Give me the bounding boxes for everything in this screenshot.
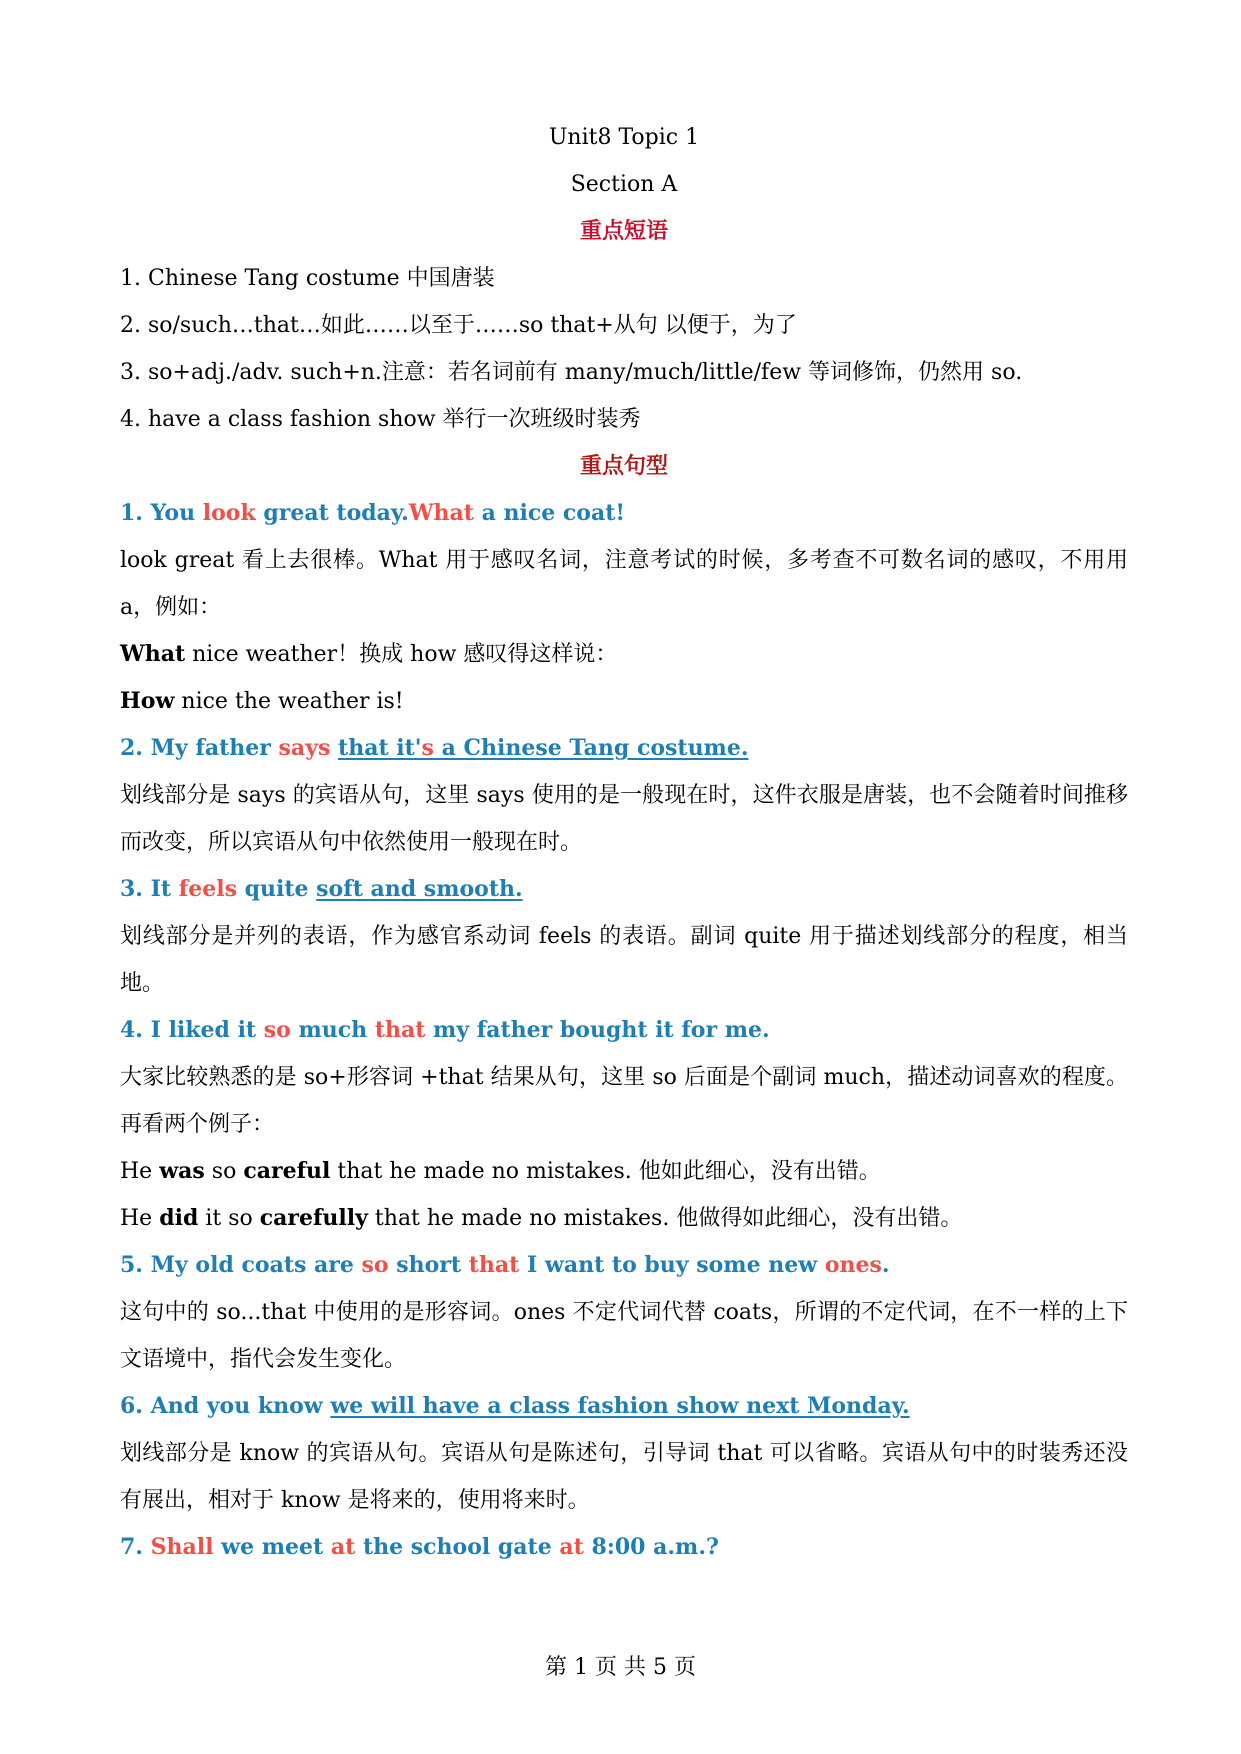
phrase-item: 4. have a class fashion show 举行一次班级时装秀 <box>120 407 641 432</box>
clause-text: that it' <box>338 735 422 761</box>
highlight-word: Shall <box>150 1534 214 1560</box>
patterns-heading: 重点句型 <box>579 453 668 479</box>
page-footer: 第 1 页 共 5 页 <box>545 1655 696 1680</box>
example-text: nice weather！换成 how 感叹得这样说： <box>185 642 618 667</box>
sentence-text: the school gate <box>355 1534 560 1560</box>
highlight-word: look <box>202 500 256 526</box>
explanation-6: 划线部分是 know 的宾语从句。宾语从句是陈述句，引导词 that 可以省略。宾语从句中的时装秀还没有展出，相对于 know 是将来的，使用将来时。 <box>120 1441 1128 1513</box>
highlight-word: at <box>330 1534 356 1560</box>
key-sentence-4 <box>120 1007 1128 1054</box>
key-sentence-6 <box>120 1383 1128 1430</box>
bold-word: carefully <box>259 1205 368 1231</box>
explanation-1: look great 看上去很棒。What 用于感叹名词，注意考试的时候，多考查不可数名词的感叹，不用用 a，例如： <box>120 548 1128 620</box>
document-page <box>120 114 1128 1571</box>
example-line <box>120 1195 1128 1242</box>
highlight-word: ones <box>824 1252 882 1278</box>
sentence-text: 5. My old coats are <box>120 1252 362 1278</box>
sentence-text: 1. You <box>120 500 203 526</box>
sentence-text: I want to buy some new <box>519 1252 825 1278</box>
highlight-word: What <box>408 500 474 526</box>
explanation-3: 划线部分是并列的表语，作为感官系动词 feels 的表语。副词 quite 用于描述划线部分的程度，相当地。 <box>120 924 1128 996</box>
example-text: that he made no mistakes. 他如此细心，没有出错。 <box>330 1159 881 1184</box>
explanation-2: 划线部分是 says 的宾语从句，这里 says 使用的是一般现在时，这件衣服是唐装，也不会随着时间推移而改变，所以宾语从句中依然使用一般现在时。 <box>120 783 1128 855</box>
unit-title: Unit8 Topic 1 <box>548 125 700 150</box>
key-sentence-7 <box>120 1524 1128 1571</box>
phrase-item: 1. Chinese Tang costume 中国唐装 <box>120 266 495 291</box>
example-text: He <box>120 1159 160 1184</box>
highlight-word: so <box>361 1252 389 1278</box>
highlight-word: s <box>421 735 434 761</box>
sentence-text: 4. I liked it <box>120 1017 264 1043</box>
key-sentence-1 <box>120 490 1128 537</box>
explanation-5: 这句中的 so...that 中使用的是形容词。ones 不定代词代替 coats，所谓的不定代词，在不一样的上下文语境中，指代会发生变化。 <box>120 1300 1128 1372</box>
highlight-word: that <box>468 1252 520 1278</box>
phrase-item: 2. so/such…that…如此……以至于……so that+从句 以便于，为了 <box>120 313 797 338</box>
sentence-text: 6. And you know <box>120 1393 331 1419</box>
bold-word: was <box>159 1158 205 1184</box>
sentence-text: much <box>290 1017 375 1043</box>
bold-word: did <box>159 1205 199 1231</box>
clause-text: a Chinese Tang costume. <box>433 735 749 761</box>
highlight-word: that <box>374 1017 426 1043</box>
example-text: so <box>204 1159 244 1184</box>
bold-word: How <box>120 688 175 714</box>
phrases-heading: 重点短语 <box>579 218 668 244</box>
example-text: nice the weather is! <box>174 689 404 714</box>
bold-word: careful <box>243 1158 331 1184</box>
bold-word: What <box>120 641 186 667</box>
sentence-text: quite <box>236 876 317 902</box>
example-text: that he made no mistakes. 他做得如此细心，没有出错。 <box>367 1206 963 1231</box>
section-title: Section A <box>570 172 678 197</box>
sentence-text: 7. <box>120 1534 151 1560</box>
key-sentence-5 <box>120 1242 1128 1289</box>
sentence-text: short <box>388 1252 469 1278</box>
example-line <box>120 678 1128 725</box>
highlight-word: so <box>263 1017 291 1043</box>
sentence-text: we meet <box>213 1534 331 1560</box>
highlight-word: feels <box>178 876 237 902</box>
sentence-text: great today. <box>255 500 409 526</box>
phrase-item: 3. so+adj./adv. such+n.注意：若名词前有 many/much/little/few 等词修饰，仍然用 so. <box>120 360 1023 385</box>
highlight-word: at <box>559 1534 584 1560</box>
example-line <box>120 631 1128 678</box>
sentence-text: my father bought it for me. <box>425 1017 770 1043</box>
key-sentence-3 <box>120 866 1128 913</box>
underlined-clause <box>338 735 748 761</box>
sentence-text: 8:00 a.m.? <box>583 1534 719 1560</box>
sentence-text: a nice coat! <box>473 500 626 526</box>
sentence-text: 2. My father <box>120 735 279 761</box>
highlight-word: says <box>278 735 331 761</box>
explanation-4: 大家比较熟悉的是 so+形容词 +that 结果从句，这里 so 后面是个副词 much，描述动词喜欢的程度。再看两个例子： <box>120 1065 1128 1137</box>
example-text: He <box>120 1206 160 1231</box>
sentence-text: . <box>881 1252 890 1278</box>
key-sentence-2 <box>120 725 1128 772</box>
sentence-text: 3. It <box>120 876 179 902</box>
example-text: it so <box>198 1206 260 1231</box>
underlined-clause: we will have a class fashion show next Monday. <box>330 1393 910 1419</box>
sentence-text <box>330 735 338 761</box>
example-line <box>120 1148 1128 1195</box>
underlined-clause: soft and smooth. <box>316 876 523 902</box>
